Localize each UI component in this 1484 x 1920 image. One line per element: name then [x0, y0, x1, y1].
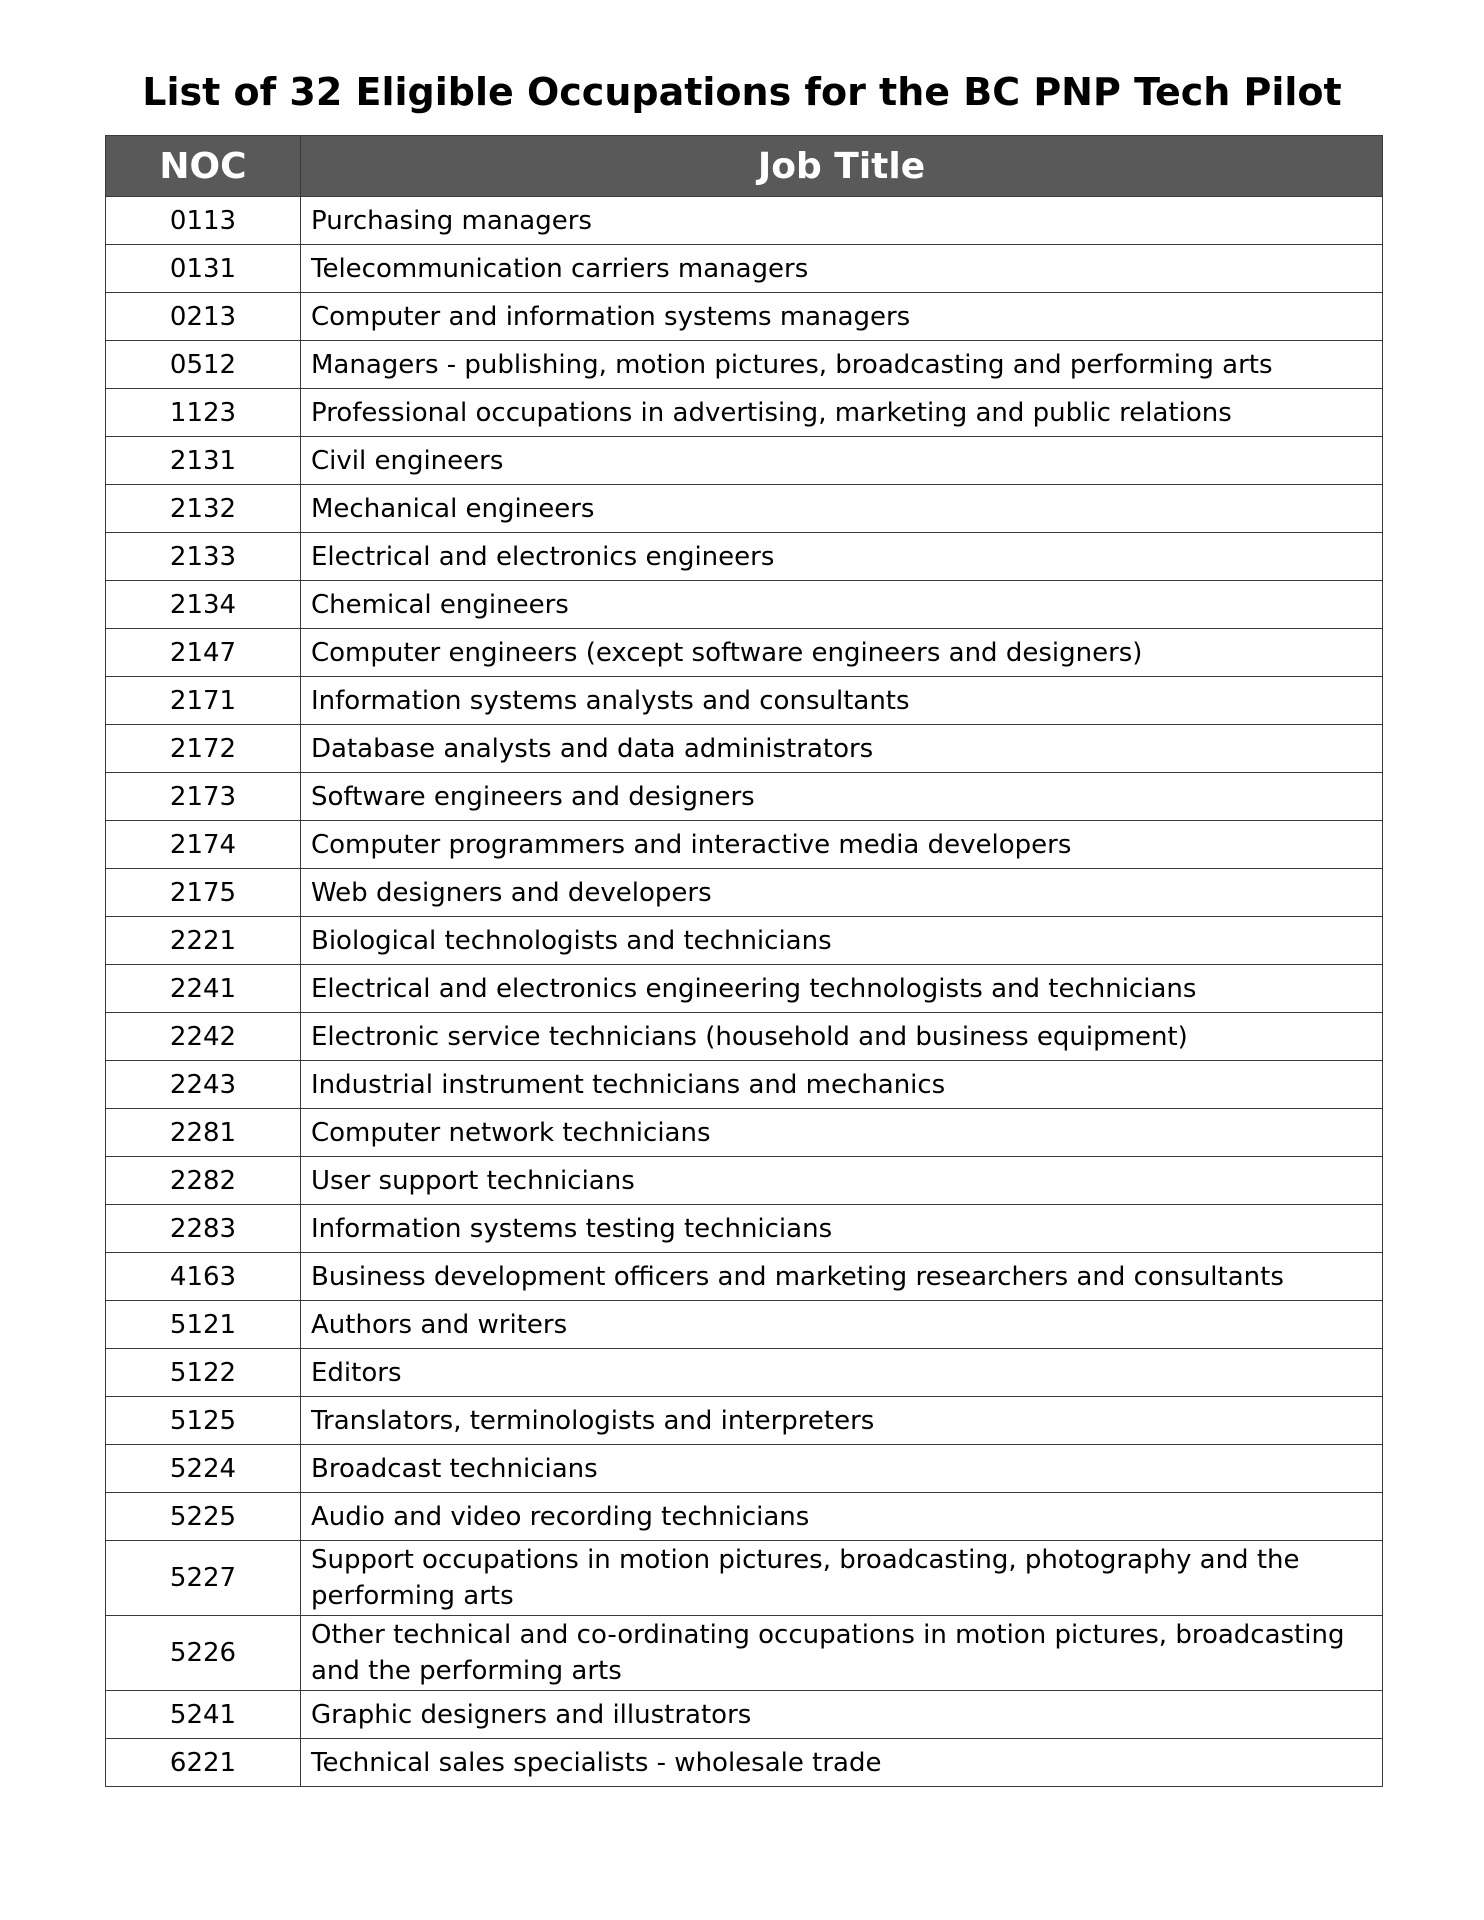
table-row: [106, 293, 1383, 341]
table-row: [106, 917, 1383, 965]
job-title-cell: Audio and video recording technicians: [301, 1493, 1383, 1541]
job-title-cell: Mechanical engineers: [301, 485, 1383, 533]
job-title-cell: Computer network technicians: [301, 1109, 1383, 1157]
table-row: [106, 1157, 1383, 1205]
table-row: [106, 725, 1383, 773]
job-title-cell: Telecommunication carriers managers: [301, 245, 1383, 293]
table-header-row: [106, 136, 1383, 197]
noc-code-cell: 5225: [106, 1493, 301, 1541]
noc-code-cell: 2241: [106, 965, 301, 1013]
table-row: [106, 1397, 1383, 1445]
noc-code-cell: 2175: [106, 869, 301, 917]
job-title-cell: Civil engineers: [301, 437, 1383, 485]
noc-code-cell: 2173: [106, 773, 301, 821]
noc-code-cell: 2174: [106, 821, 301, 869]
job-title-cell: Electronic service technicians (household and business equipment): [301, 1013, 1383, 1061]
noc-code-cell: 0213: [106, 293, 301, 341]
table-row: [106, 773, 1383, 821]
table-row: [106, 1013, 1383, 1061]
noc-code-cell: 5121: [106, 1301, 301, 1349]
table-row: [106, 1616, 1383, 1691]
noc-code-cell: 0512: [106, 341, 301, 389]
job-title-cell: Software engineers and designers: [301, 773, 1383, 821]
noc-code-cell: 0113: [106, 197, 301, 245]
job-title-cell: Business development officers and marketing researchers and consultants: [301, 1253, 1383, 1301]
job-title-cell: Web designers and developers: [301, 869, 1383, 917]
table-row: [106, 1739, 1383, 1787]
job-title-cell: Purchasing managers: [301, 197, 1383, 245]
occupations-table: [105, 135, 1383, 1787]
noc-code-cell: 2282: [106, 1157, 301, 1205]
table-row: [106, 629, 1383, 677]
job-title-cell: Biological technologists and technicians: [301, 917, 1383, 965]
noc-code-cell: 2242: [106, 1013, 301, 1061]
table-row: [106, 533, 1383, 581]
noc-code-cell: 5125: [106, 1397, 301, 1445]
noc-code-cell: 2283: [106, 1205, 301, 1253]
job-title-cell: Editors: [301, 1349, 1383, 1397]
table-row: [106, 1109, 1383, 1157]
table-row: [106, 245, 1383, 293]
table-row: [106, 581, 1383, 629]
noc-code-cell: 5122: [106, 1349, 301, 1397]
job-title-cell: Managers - publishing, motion pictures, broadcasting and performing arts: [301, 341, 1383, 389]
job-title-cell: Computer programmers and interactive media developers: [301, 821, 1383, 869]
noc-code-cell: 1123: [106, 389, 301, 437]
job-title-cell: Chemical engineers: [301, 581, 1383, 629]
job-title-cell: Support occupations in motion pictures, broadcasting, photography and the performing arts: [301, 1541, 1383, 1616]
noc-code-cell: 5224: [106, 1445, 301, 1493]
job-title-cell: Technical sales specialists - wholesale trade: [301, 1739, 1383, 1787]
noc-code-cell: 2147: [106, 629, 301, 677]
table-row: [106, 677, 1383, 725]
noc-code-cell: 6221: [106, 1739, 301, 1787]
noc-code-cell: 5227: [106, 1541, 301, 1616]
job-title-cell: User support technicians: [301, 1157, 1383, 1205]
job-title-column-header: Job Title: [301, 136, 1383, 197]
job-title-cell: Information systems testing technicians: [301, 1205, 1383, 1253]
noc-code-cell: 5241: [106, 1691, 301, 1739]
noc-code-cell: 4163: [106, 1253, 301, 1301]
table-row: [106, 1253, 1383, 1301]
noc-code-cell: 2171: [106, 677, 301, 725]
noc-code-cell: 2221: [106, 917, 301, 965]
noc-code-cell: 2132: [106, 485, 301, 533]
table-row: [106, 485, 1383, 533]
noc-code-cell: 2131: [106, 437, 301, 485]
table-row: [106, 197, 1383, 245]
noc-code-cell: 2281: [106, 1109, 301, 1157]
job-title-cell: Professional occupations in advertising, marketing and public relations: [301, 389, 1383, 437]
noc-code-cell: 0131: [106, 245, 301, 293]
table-body: [106, 197, 1383, 1787]
noc-code-cell: 2172: [106, 725, 301, 773]
job-title-cell: Electrical and electronics engineers: [301, 533, 1383, 581]
table-row: [106, 1445, 1383, 1493]
job-title-cell: Other technical and co-ordinating occupations in motion pictures, broadcasting and the performing arts: [301, 1616, 1383, 1691]
table-row: [106, 437, 1383, 485]
job-title-cell: Information systems analysts and consultants: [301, 677, 1383, 725]
table-row: [106, 821, 1383, 869]
table-row: [106, 869, 1383, 917]
table-row: [106, 1301, 1383, 1349]
table-row: [106, 965, 1383, 1013]
job-title-cell: Industrial instrument technicians and mechanics: [301, 1061, 1383, 1109]
table-row: [106, 1061, 1383, 1109]
table-row: [106, 1541, 1383, 1616]
table-row: [106, 1349, 1383, 1397]
job-title-cell: Translators, terminologists and interpreters: [301, 1397, 1383, 1445]
job-title-cell: Electrical and electronics engineering technologists and technicians: [301, 965, 1383, 1013]
job-title-cell: Computer engineers (except software engineers and designers): [301, 629, 1383, 677]
noc-column-header: NOC: [106, 136, 301, 197]
table-row: [106, 1205, 1383, 1253]
noc-code-cell: 5226: [106, 1616, 301, 1691]
table-row: [106, 1691, 1383, 1739]
job-title-cell: Database analysts and data administrators: [301, 725, 1383, 773]
table-row: [106, 341, 1383, 389]
table-row: [106, 389, 1383, 437]
table-row: [106, 1493, 1383, 1541]
page-title: List of 32 Eligible Occupations for the BC PNP Tech Pilot: [142, 70, 1342, 114]
job-title-cell: Graphic designers and illustrators: [301, 1691, 1383, 1739]
noc-code-cell: 2243: [106, 1061, 301, 1109]
job-title-cell: Broadcast technicians: [301, 1445, 1383, 1493]
noc-code-cell: 2133: [106, 533, 301, 581]
noc-code-cell: 2134: [106, 581, 301, 629]
job-title-cell: Computer and information systems managers: [301, 293, 1383, 341]
job-title-cell: Authors and writers: [301, 1301, 1383, 1349]
